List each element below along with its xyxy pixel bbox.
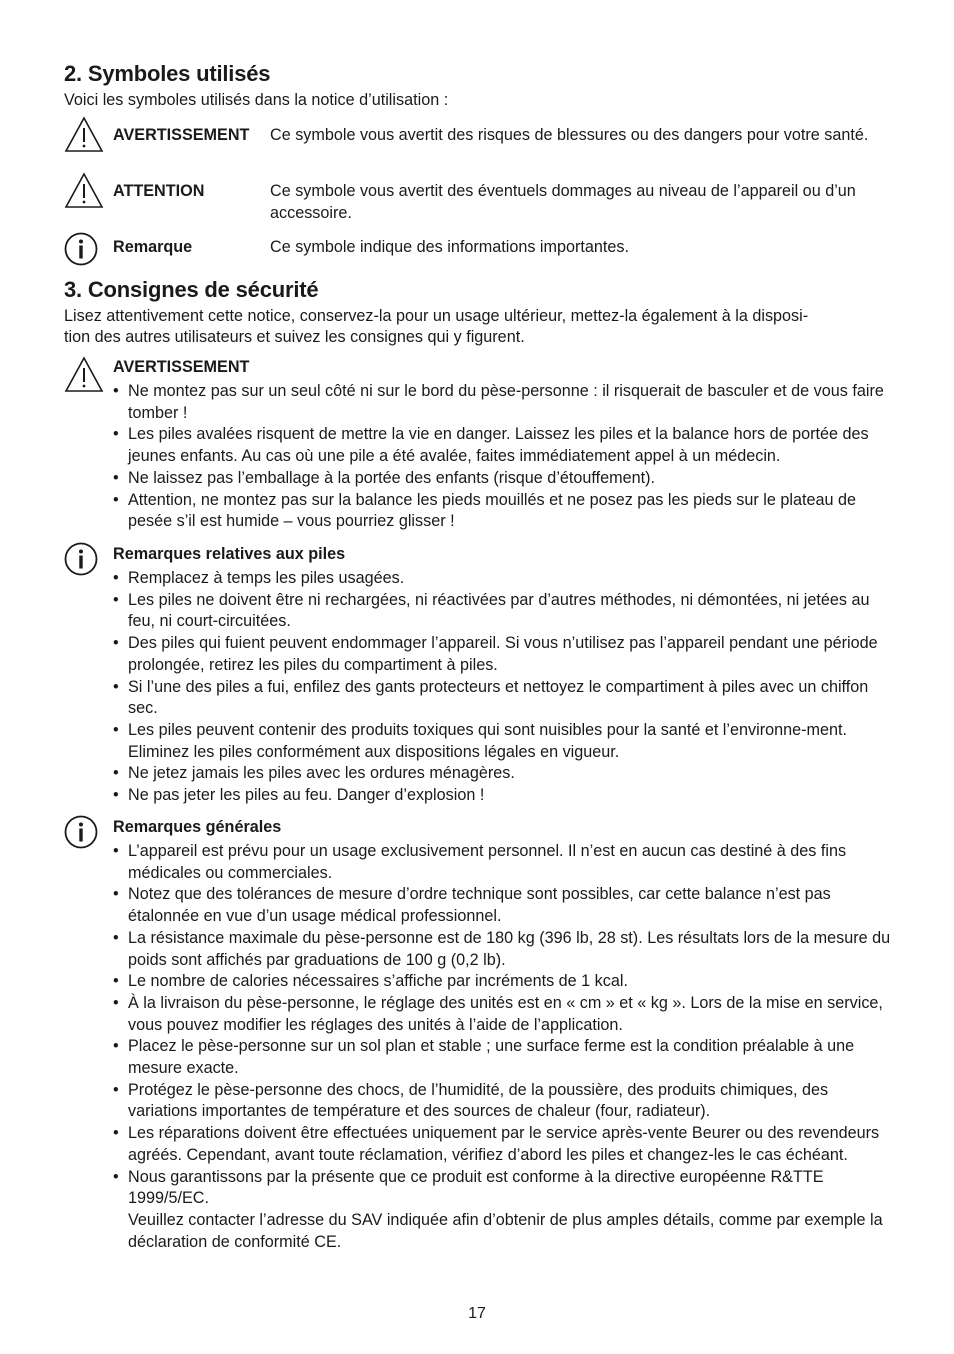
bullet: •	[113, 677, 119, 696]
bullet: •	[113, 972, 119, 991]
symbol-description-attention: Ce symbole vous avertit des éventuels dommages au niveau de l’appareil ou d’un accessoire.	[270, 182, 856, 222]
symbol-description-avertissement: Ce symbole vous avertit des risques de blessures ou des dangers pour votre santé.	[270, 126, 869, 144]
list-item: • La résistance maximale du pèse-personne est de 180 kg (396 lb, 28 st). Les résultats lors de la mesure du poids sont affichés par graduations de 100 g (0,2 lb).	[113, 928, 891, 969]
list-item: • Les réparations doivent être effectuées uniquement par le service après-vente Beurer ou des revendeurs agréés. Cependant, avant toute réclamation, vérifiez d’abord les piles et changez-les le cas échéant.	[113, 1124, 880, 1164]
bullet: •	[113, 569, 119, 587]
batteries-block-title: Remarques relatives aux piles	[113, 545, 346, 563]
list-item: • Ne montez pas sur un seul côté ni sur le bord du pèse-personne : il risquerait de basculer et de vous faire tomber !	[113, 382, 884, 422]
list-item-continuation: Veuillez contacter l’adresse du SAV indiquée afin d’obtenir de plus amples détails, comme par exemple la déclaration de conformité CE.	[128, 1210, 883, 1251]
symbol-label-avertissement: AVERTISSEMENT	[113, 126, 250, 144]
bullet: •	[113, 425, 119, 444]
bullet: •	[113, 842, 119, 860]
list-item: • Si l’une des piles a fui, enfilez des gants protecteurs et nettoyez le compartiment à piles avec un chiffon sec.	[113, 677, 869, 718]
list-item: • Des piles qui fuient peuvent endommager l’appareil. Si vous n’utilisez pas l’appareil pendant une période prolongée, retirez les piles du compartiment à piles.	[113, 634, 878, 674]
bullet: •	[113, 468, 119, 487]
warning-triangle-icon	[64, 116, 104, 154]
list-item: • Les piles avalées risquent de mettre la vie en danger. Laissez les piles et la balance hors de portée des jeunes enfants. Au cas où une pile a été avalée, faites immédiatement appel à un médecin.	[113, 425, 869, 466]
list-item: • Remplacez à temps les piles usagées.	[113, 568, 898, 590]
bullet: •	[113, 590, 119, 609]
info-icon	[64, 815, 98, 849]
warning-block-title: AVERTISSEMENT	[113, 358, 250, 376]
warning-list	[113, 381, 898, 533]
symbol-label-remarque: Remarque	[113, 238, 193, 256]
bullet: •	[113, 1037, 119, 1056]
list-item: • Attention, ne montez pas sur la balance les pieds mouillés et ne posez pas les pieds sur le plateau de pesée s’il est humide – vous pourriez glisser !	[113, 490, 856, 531]
bullet: •	[113, 764, 119, 783]
section-3-intro-line-1: Lisez attentivement cette notice, conservez-la pour un usage ultérieur, mettez-la également à la disposi-	[64, 307, 809, 325]
info-icon	[64, 232, 98, 266]
bullet: •	[113, 786, 119, 805]
list-item: • Protégez le pèse-personne des chocs, de l’humidité, de la poussière, des produits chimiques, des variations importantes de température et des sources de chaleur (four, radiateur).	[113, 1080, 829, 1121]
bullet: •	[113, 634, 119, 653]
bullet: •	[113, 720, 119, 739]
general-list	[113, 841, 898, 1253]
general-block-title: Remarques générales	[113, 818, 282, 836]
bullet: •	[113, 1124, 119, 1143]
section-2-intro: Voici les symboles utilisés dans la notice d’utilisation :	[64, 91, 449, 109]
list-item: • Ne laissez pas l’emballage à la portée des enfants (risque d’étouffement).	[113, 468, 898, 490]
warning-triangle-icon	[64, 356, 104, 394]
section-3-heading: 3. Consignes de sécurité	[64, 277, 319, 302]
bullet: •	[113, 1167, 119, 1186]
bullet: •	[113, 993, 119, 1012]
page-number: 17	[468, 1305, 486, 1322]
batteries-list	[113, 568, 898, 807]
list-item: • Ne pas jeter les piles au feu. Danger d’explosion !	[113, 785, 898, 807]
bullet: •	[113, 885, 119, 904]
section-2-heading: 2. Symboles utilisés	[64, 61, 271, 86]
list-item: • L’appareil est prévu pour un usage exclusivement personnel. Il n’est en aucun cas destiné à des fins médicales ou commerciales.	[113, 842, 847, 882]
list-item: • Les piles ne doivent être ni rechargées, ni réactivées par d’autres méthodes, ni démontées, ni jetées au feu, ni court-circuitées.	[113, 590, 870, 631]
warning-triangle-icon	[64, 172, 104, 210]
list-item: • À la livraison du pèse-personne, le réglage des unités est en « cm » et « kg ». Lors de la mise en service, vous pouvez modifier les réglages des unités à l’aide de l’application.	[113, 993, 883, 1034]
list-item: • Notez que des tolérances de mesure d’ordre technique sont possibles, car cette balance n’est pas étalonnée en vue d’un usage médical professionnel.	[113, 885, 831, 926]
bullet: •	[113, 382, 119, 400]
bullet: •	[113, 1080, 119, 1099]
info-icon	[64, 542, 98, 576]
list-item: • Placez le pèse-personne sur un sol plan et stable ; une surface ferme est la condition préalable à une mesure exacte.	[113, 1037, 855, 1078]
symbol-description-remarque: Ce symbole indique des informations importantes.	[270, 238, 630, 256]
list-item: • Les piles peuvent contenir des produits toxiques qui sont nuisibles pour la santé et l’environne-ment. Eliminez les piles conformément aux dispositions légales en vigueur.	[113, 720, 847, 761]
bullet: •	[113, 490, 119, 509]
list-item: • Nous garantissons par la présente que ce produit est conforme à la directive européenne R&TTE 1999/5/EC.	[113, 1167, 824, 1208]
section-3-intro-line-2: tion des autres utilisateurs et suivez les consignes qui y figurent.	[64, 328, 525, 346]
list-item: • Ne jetez jamais les piles avec les ordures ménagères.	[113, 763, 898, 785]
bullet: •	[113, 928, 119, 947]
list-item: • Le nombre de calories nécessaires s’affiche par incréments de 1 kcal.	[113, 971, 898, 993]
symbol-label-attention: ATTENTION	[113, 182, 205, 200]
